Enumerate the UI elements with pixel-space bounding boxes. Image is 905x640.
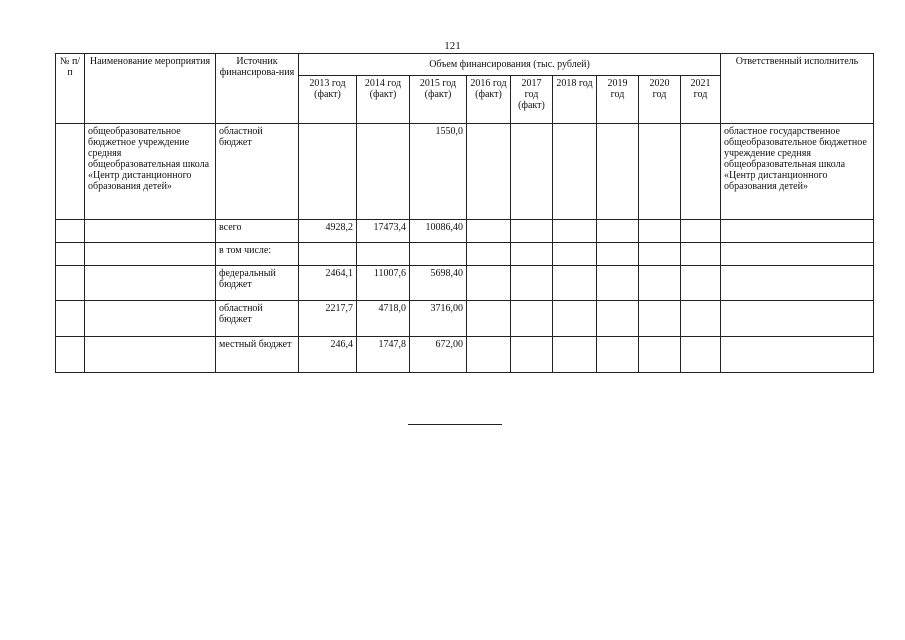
header-year: 2016 год (факт) bbox=[467, 76, 511, 124]
header-year: 2018 год bbox=[553, 76, 597, 124]
page-number: 121 bbox=[444, 40, 461, 52]
row-value bbox=[553, 337, 597, 373]
financing-table bbox=[55, 53, 874, 373]
row-source: областной бюджет bbox=[216, 301, 299, 337]
row-value bbox=[681, 301, 721, 337]
header-volume: Объем финансирования (тыс. рублей) bbox=[299, 54, 721, 76]
row-value bbox=[467, 337, 511, 373]
row-value: 246,4 bbox=[299, 337, 357, 373]
row-value bbox=[681, 337, 721, 373]
row-num bbox=[56, 266, 85, 301]
row-name bbox=[85, 243, 216, 266]
row-value: 10086,40 bbox=[410, 220, 467, 243]
row-source: федеральный бюджет bbox=[216, 266, 299, 301]
row-value: 4928,2 bbox=[299, 220, 357, 243]
row-source: в том числе: bbox=[216, 243, 299, 266]
table-row bbox=[56, 243, 874, 266]
row-name bbox=[85, 220, 216, 243]
row-value bbox=[357, 124, 410, 220]
row-value: 4718,0 bbox=[357, 301, 410, 337]
header-responsible: Ответственный исполнитель bbox=[721, 54, 874, 124]
row-value bbox=[639, 301, 681, 337]
row-value bbox=[639, 124, 681, 220]
table-row bbox=[56, 337, 874, 373]
row-name bbox=[85, 301, 216, 337]
closing-rule bbox=[408, 424, 502, 425]
row-value bbox=[511, 301, 553, 337]
row-value: 1747,8 bbox=[357, 337, 410, 373]
row-value bbox=[467, 220, 511, 243]
row-value bbox=[357, 243, 410, 266]
row-value bbox=[639, 266, 681, 301]
row-value bbox=[553, 266, 597, 301]
row-value bbox=[681, 243, 721, 266]
row-responsible: областное государственное общеобразовательное бюджетное учреждение средняя общеобразовательная школа «Центр дистанционного образования детей» bbox=[721, 124, 874, 220]
row-value bbox=[553, 220, 597, 243]
row-num bbox=[56, 124, 85, 220]
row-value: 672,00 bbox=[410, 337, 467, 373]
row-responsible bbox=[721, 337, 874, 373]
row-value bbox=[553, 124, 597, 220]
row-name: общеобразовательное бюджетное учреждение средняя общеобразовательная школа «Центр дистанционного образования детей» bbox=[85, 124, 216, 220]
row-value bbox=[597, 124, 639, 220]
row-value bbox=[681, 220, 721, 243]
row-name bbox=[85, 337, 216, 373]
header-year: 2015 год (факт) bbox=[410, 76, 467, 124]
row-source: местный бюджет bbox=[216, 337, 299, 373]
row-num bbox=[56, 337, 85, 373]
row-value bbox=[467, 301, 511, 337]
row-value bbox=[597, 243, 639, 266]
row-value bbox=[639, 337, 681, 373]
row-value bbox=[681, 124, 721, 220]
row-value bbox=[511, 124, 553, 220]
row-value: 5698,40 bbox=[410, 266, 467, 301]
table-row bbox=[56, 266, 874, 301]
row-value bbox=[553, 243, 597, 266]
row-value bbox=[511, 266, 553, 301]
row-responsible bbox=[721, 220, 874, 243]
row-value bbox=[511, 337, 553, 373]
header-num: № п/п bbox=[56, 54, 85, 124]
table-row bbox=[56, 301, 874, 337]
header-year: 2013 год (факт) bbox=[299, 76, 357, 124]
row-value bbox=[597, 337, 639, 373]
table-row bbox=[56, 124, 874, 220]
row-value: 3716,00 bbox=[410, 301, 467, 337]
row-num bbox=[56, 243, 85, 266]
row-value bbox=[511, 243, 553, 266]
row-value bbox=[639, 220, 681, 243]
row-name bbox=[85, 266, 216, 301]
row-value bbox=[299, 243, 357, 266]
row-source: всего bbox=[216, 220, 299, 243]
row-source: областной бюджет bbox=[216, 124, 299, 220]
row-value bbox=[597, 266, 639, 301]
row-value bbox=[467, 243, 511, 266]
row-value bbox=[597, 301, 639, 337]
header-name: Наименование мероприятия bbox=[85, 54, 216, 124]
row-value bbox=[597, 220, 639, 243]
row-value bbox=[467, 266, 511, 301]
row-value bbox=[553, 301, 597, 337]
table-row bbox=[56, 220, 874, 243]
header-year: 2021 год bbox=[681, 76, 721, 124]
header-source: Источник финансирова-ния bbox=[216, 54, 299, 124]
row-value: 17473,4 bbox=[357, 220, 410, 243]
row-value bbox=[410, 243, 467, 266]
row-value bbox=[639, 243, 681, 266]
row-num bbox=[56, 220, 85, 243]
row-value bbox=[467, 124, 511, 220]
row-value: 2217,7 bbox=[299, 301, 357, 337]
row-responsible bbox=[721, 243, 874, 266]
row-value: 2464,1 bbox=[299, 266, 357, 301]
header-year: 2020 год bbox=[639, 76, 681, 124]
row-value: 11007,6 bbox=[357, 266, 410, 301]
row-responsible bbox=[721, 301, 874, 337]
header-year: 2014 год (факт) bbox=[357, 76, 410, 124]
row-num bbox=[56, 301, 85, 337]
header-year: 2019 год bbox=[597, 76, 639, 124]
row-value bbox=[511, 220, 553, 243]
header-year: 2017 год (факт) bbox=[511, 76, 553, 124]
row-responsible bbox=[721, 266, 874, 301]
row-value: 1550,0 bbox=[410, 124, 467, 220]
row-value bbox=[299, 124, 357, 220]
row-value bbox=[681, 266, 721, 301]
